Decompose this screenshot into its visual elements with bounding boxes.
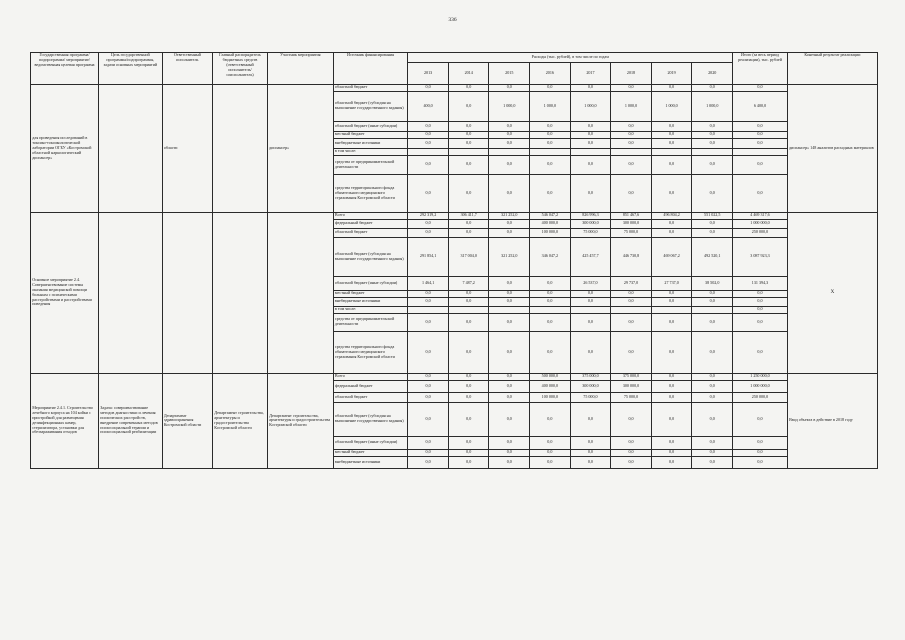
cell-value (489, 306, 530, 313)
cell-value: 0,0 (408, 331, 449, 373)
cell-total: 0,0 (733, 436, 788, 449)
cell-value: 551 022,5 (692, 212, 733, 219)
cell-value: 469 067,2 (651, 237, 692, 276)
cell-value: 0,0 (611, 155, 652, 174)
cell-value: 0,0 (530, 331, 571, 373)
table-row (31, 84, 878, 91)
cell-value (530, 148, 571, 155)
cell-value: 851 467,6 (611, 212, 652, 219)
cell-total: 3 087 923,3 (733, 237, 788, 276)
cell-total (733, 148, 788, 155)
cell-value: 0,0 (651, 84, 692, 91)
cell-value: 27 737,0 (651, 276, 692, 290)
cell-value: 0,0 (570, 297, 611, 306)
cell-source: областной бюджет (333, 392, 408, 402)
cell-value: 0,0 (489, 297, 530, 306)
cell-value: 0,0 (408, 436, 449, 449)
cell-value: 0,0 (570, 174, 611, 212)
cell-source: областной бюджет (субсидия на выполнение государственного задания) (333, 402, 408, 436)
cell-value: 0,0 (651, 331, 692, 373)
cell-value: 0,0 (489, 456, 530, 468)
cell-source: Всего (333, 212, 408, 219)
cell-participant: диспансер» (267, 84, 333, 212)
cell-value: 292 319,2 (408, 212, 449, 219)
header-source: Источник финансирования (333, 53, 408, 85)
cell-value: 0,0 (692, 290, 733, 297)
cell-source: средства от предпринимательской деятельности (333, 155, 408, 174)
cell-value: 0,0 (489, 276, 530, 290)
cell-value (408, 148, 449, 155)
cell-result: Ввод объекта в действие в 2018 году (787, 373, 877, 468)
cell-value: 29 737,0 (611, 276, 652, 290)
header-year: 2013 (408, 62, 449, 84)
cell-value: 0,0 (651, 138, 692, 148)
cell-value: 300 000,0 (570, 380, 611, 392)
page-number: 336 (448, 17, 457, 23)
cell-value: 0,0 (692, 84, 733, 91)
cell-source: областной бюджет (333, 228, 408, 237)
cell-value: 0,0 (408, 155, 449, 174)
cell-value (570, 148, 611, 155)
cell-value: 1 000,0 (692, 91, 733, 121)
cell-source: местный бюджет (333, 449, 408, 456)
cell-value: 0,0 (570, 402, 611, 436)
header-year: 2019 (651, 62, 692, 84)
header-year: 2016 (530, 62, 571, 84)
cell-result: диспансер» 148 аналитов расходных материалов (787, 84, 877, 212)
cell-value: 0,0 (611, 290, 652, 297)
cell-value: 0,0 (692, 373, 733, 380)
cell-value: 0,0 (408, 380, 449, 392)
cell-value (611, 148, 652, 155)
cell-value: 100 000,0 (530, 228, 571, 237)
cell-value: 0,0 (489, 380, 530, 392)
cell-value: 0,0 (448, 456, 489, 468)
cell-value: 0,0 (570, 331, 611, 373)
cell-value: 0,0 (692, 155, 733, 174)
cell-value: 0,0 (448, 313, 489, 331)
header-year: 2018 (611, 62, 652, 84)
cell-value: 0,0 (448, 228, 489, 237)
cell-source: областной бюджет (иные субсидии) (333, 121, 408, 131)
cell-value (448, 148, 489, 155)
cell-total: 6 400,0 (733, 91, 788, 121)
cell-value: 0,0 (530, 313, 571, 331)
cell-value: 0,0 (651, 131, 692, 138)
cell-value: 100 000,0 (530, 392, 571, 402)
cell-value: 0,0 (570, 138, 611, 148)
table-row (31, 212, 878, 219)
cell-value (489, 148, 530, 155)
cell-value: 0,0 (611, 449, 652, 456)
cell-executor (162, 212, 212, 373)
cell-budget-manager (213, 84, 268, 212)
cell-program: для проведения исследований в токсико-токсикологической лаборатории ОГБУ «Костромской областной наркологический диспансер» (31, 84, 99, 212)
cell-value: 0,0 (611, 331, 652, 373)
cell-source: областной бюджет (иные субсидии) (333, 436, 408, 449)
cell-result: Х (787, 212, 877, 373)
cell-value: 0,0 (489, 121, 530, 131)
cell-value: 0,0 (692, 380, 733, 392)
cell-value: 0,0 (651, 373, 692, 380)
cell-value: 0,0 (448, 219, 489, 228)
cell-value: 7 487,2 (448, 276, 489, 290)
budget-table (30, 52, 878, 469)
cell-value: 0,0 (448, 121, 489, 131)
cell-total: 0,0 (733, 138, 788, 148)
cell-total: 0,0 (733, 306, 788, 313)
cell-program: Основное мероприятие 2.4. Совершенствование системы оказания медицинской помощи больным с психическими расстройствами и расстройствами поведения (31, 212, 99, 373)
cell-value: 0,0 (611, 436, 652, 449)
cell-total: 131 394,3 (733, 276, 788, 290)
cell-value: 0,0 (611, 174, 652, 212)
cell-value: 1 000,0 (651, 91, 692, 121)
cell-source: внебюджетные источники (333, 456, 408, 468)
cell-value: 0,0 (570, 121, 611, 131)
cell-value (611, 306, 652, 313)
cell-value: 346 047,2 (530, 237, 571, 276)
header-years-group: Расходы (тыс. рублей), в том числе по годам (408, 53, 733, 63)
cell-total: 0,0 (733, 84, 788, 91)
cell-value: 306 411,7 (448, 212, 489, 219)
cell-value: 0,0 (408, 121, 449, 131)
cell-value: 0,0 (408, 373, 449, 380)
cell-value: 0,0 (651, 290, 692, 297)
table-row (31, 373, 878, 380)
cell-value: 0,0 (489, 373, 530, 380)
cell-value: 0,0 (692, 131, 733, 138)
header-year: 2017 (570, 62, 611, 84)
cell-value: 0,0 (489, 402, 530, 436)
cell-total: 1 000 000,0 (733, 380, 788, 392)
cell-value: 1 000,0 (489, 91, 530, 121)
cell-value: 0,0 (448, 392, 489, 402)
cell-value: 400 000,0 (530, 380, 571, 392)
cell-value: 0,0 (530, 155, 571, 174)
cell-value: 0,0 (489, 219, 530, 228)
cell-value: 0,0 (611, 131, 652, 138)
cell-value: 0,0 (651, 297, 692, 306)
cell-value: 0,0 (651, 155, 692, 174)
header-executor: Ответственный исполнитель (162, 53, 212, 85)
cell-participant (267, 212, 333, 373)
header-budget-manager: Главный распорядитель бюджетных средств (ответственный исполнитель/ соисполнитель) (213, 53, 268, 85)
cell-total: 4 469 317,6 (733, 212, 788, 219)
cell-value: 0,0 (611, 121, 652, 131)
cell-value (692, 306, 733, 313)
cell-value: 425 457,7 (570, 237, 611, 276)
cell-value: 0,0 (570, 436, 611, 449)
cell-value: 0,0 (692, 174, 733, 212)
cell-value: 0,0 (651, 392, 692, 402)
cell-value: 0,0 (408, 219, 449, 228)
header-year: 2020 (692, 62, 733, 84)
cell-value: 0,0 (570, 313, 611, 331)
cell-total: 0,0 (733, 131, 788, 138)
cell-value: 546 047,2 (530, 212, 571, 219)
cell-total: 0,0 (733, 331, 788, 373)
cell-value (651, 306, 692, 313)
cell-value: 0,0 (530, 290, 571, 297)
cell-value: 500 000,0 (530, 373, 571, 380)
header-goal: Цель государственной программы/подпрограммы, задачи основных мероприятий (99, 53, 163, 85)
cell-total: 0,0 (733, 449, 788, 456)
cell-source: местный бюджет (333, 131, 408, 138)
cell-participant: Департамент строительства, архитектуры и градостроительства Костромской области (267, 373, 333, 468)
cell-value: 0,0 (448, 297, 489, 306)
cell-value (530, 306, 571, 313)
cell-value: 0,0 (489, 84, 530, 91)
cell-value: 0,0 (611, 138, 652, 148)
cell-value: 0,0 (692, 331, 733, 373)
cell-value: 0,0 (570, 155, 611, 174)
cell-value: 75 000,0 (611, 392, 652, 402)
cell-source: внебюджетные источники (333, 297, 408, 306)
cell-value: 0,0 (651, 121, 692, 131)
cell-value: 0,0 (408, 313, 449, 331)
cell-value: 0,0 (489, 131, 530, 138)
cell-value (692, 148, 733, 155)
cell-goal: Задача: совершенствование методов диагностики и лечения психических расстройств, внедрение современных методов психосоциальной терапии и психосоциальной реабилитации (99, 373, 163, 468)
cell-value: 0,0 (489, 436, 530, 449)
cell-value: 0,0 (489, 228, 530, 237)
header-total: Итого (за весь период реализации), тыс. рублей (733, 53, 788, 85)
cell-value: 0,0 (408, 138, 449, 148)
cell-value: 291 854,1 (408, 237, 449, 276)
cell-total: 250 000,0 (733, 392, 788, 402)
cell-goal (99, 84, 163, 212)
cell-value: 0,0 (611, 313, 652, 331)
cell-value (448, 306, 489, 313)
cell-value: 375 000,0 (611, 373, 652, 380)
header-program: Государственная программа/подпрограмма/ мероприятие/ ведомственная целевая программа (31, 53, 99, 85)
cell-value: 0,0 (489, 449, 530, 456)
cell-value: 0,0 (448, 331, 489, 373)
cell-value: 0,0 (611, 297, 652, 306)
cell-value: 0,0 (489, 155, 530, 174)
cell-total: 1 250 000,0 (733, 373, 788, 380)
cell-source: средства территориального фонда обязательного медицинского страхования Костромской области (333, 174, 408, 212)
cell-value: 0,0 (408, 228, 449, 237)
cell-value: 0,0 (692, 449, 733, 456)
cell-value: 0,0 (570, 131, 611, 138)
cell-value: 0,0 (408, 131, 449, 138)
cell-value: 0,0 (692, 392, 733, 402)
header-year: 2014 (448, 62, 489, 84)
cell-value: 0,0 (651, 219, 692, 228)
cell-value: 0,0 (530, 297, 571, 306)
cell-value: 0,0 (408, 449, 449, 456)
cell-value: 0,0 (530, 174, 571, 212)
cell-source: областной бюджет (333, 84, 408, 91)
cell-executor: области (162, 84, 212, 212)
cell-source: внебюджетные источники (333, 138, 408, 148)
cell-value (408, 306, 449, 313)
cell-value: 1 000,0 (570, 91, 611, 121)
cell-total: 1 000 000,0 (733, 219, 788, 228)
cell-value: 0,0 (692, 228, 733, 237)
cell-value: 0,0 (530, 436, 571, 449)
cell-value: 0,0 (570, 84, 611, 91)
cell-value (651, 148, 692, 155)
cell-value: 0,0 (692, 436, 733, 449)
cell-value: 0,0 (530, 449, 571, 456)
cell-source: Всего (333, 373, 408, 380)
cell-value: 0,0 (448, 373, 489, 380)
header-participant: Участник мероприятия (267, 53, 333, 85)
header-row (31, 53, 878, 63)
cell-total: 0,0 (733, 297, 788, 306)
cell-value: 0,0 (651, 456, 692, 468)
cell-value: 0,0 (570, 456, 611, 468)
cell-value: 0,0 (489, 138, 530, 148)
cell-value: 0,0 (692, 219, 733, 228)
cell-value: 0,0 (530, 276, 571, 290)
cell-value: 0,0 (448, 91, 489, 121)
cell-value: 0,0 (448, 449, 489, 456)
header-year: 2015 (489, 62, 530, 84)
cell-source: средства от предпринимательской деятельности (333, 313, 408, 331)
cell-value: 0,0 (448, 138, 489, 148)
cell-value: 300 000,0 (611, 380, 652, 392)
budget-table-body (31, 84, 878, 468)
cell-value: 0,0 (408, 297, 449, 306)
cell-value: 0,0 (530, 456, 571, 468)
cell-value: 0,0 (408, 84, 449, 91)
cell-source: в том числе: (333, 306, 408, 313)
cell-value: 400 000,0 (530, 219, 571, 228)
cell-program: Мероприятие 2.4.1. Строительство лечебного корпуса на 104 койки с пристройкой для размещения дезинфекционных камер, стерилизатора, установки для обеззараживания отходов (31, 373, 99, 468)
cell-budget-manager (213, 212, 268, 373)
cell-value: 0,0 (530, 402, 571, 436)
cell-value: 300 000,0 (570, 219, 611, 228)
cell-source: местный бюджет (333, 290, 408, 297)
cell-value: 0,0 (692, 297, 733, 306)
cell-total: 0,0 (733, 456, 788, 468)
cell-value: 0,0 (530, 131, 571, 138)
header-result: Конечный результат реализации (787, 53, 877, 85)
cell-value: 446 730,8 (611, 237, 652, 276)
cell-total: 0,0 (733, 121, 788, 131)
cell-value: 0,0 (651, 436, 692, 449)
cell-value: 0,0 (530, 121, 571, 131)
cell-value: 0,0 (448, 402, 489, 436)
cell-source: областной бюджет (иные субсидии) (333, 276, 408, 290)
cell-value: 0,0 (448, 290, 489, 297)
cell-value: 317 004,0 (448, 237, 489, 276)
cell-value: 0,0 (692, 313, 733, 331)
cell-value: 321 252,0 (489, 212, 530, 219)
cell-source: областной бюджет (субсидия на выполнение государственного задания) (333, 91, 408, 121)
cell-value: 0,0 (692, 456, 733, 468)
cell-value: 26 537,0 (570, 276, 611, 290)
cell-source: средства территориального фонда обязательного медицинского страхования Костромской области (333, 331, 408, 373)
cell-value: 0,0 (692, 121, 733, 131)
cell-executor: Департамент здравоохранения Костромской области (162, 373, 212, 468)
cell-source: в том числе: (333, 148, 408, 155)
cell-total: 0,0 (733, 402, 788, 436)
cell-value: 0,0 (408, 456, 449, 468)
cell-total: 0,0 (733, 174, 788, 212)
cell-value: 0,0 (408, 290, 449, 297)
cell-goal (99, 212, 163, 373)
cell-total: 250 000,0 (733, 228, 788, 237)
cell-value: 75 000,0 (570, 228, 611, 237)
cell-value: 0,0 (408, 392, 449, 402)
cell-value: 38 502,0 (692, 276, 733, 290)
cell-value: 0,0 (489, 313, 530, 331)
cell-value: 0,0 (651, 402, 692, 436)
cell-value: 321 252,0 (489, 237, 530, 276)
cell-value: 0,0 (489, 290, 530, 297)
cell-value: 300 000,0 (611, 219, 652, 228)
cell-value: 0,0 (530, 138, 571, 148)
cell-value: 0,0 (570, 449, 611, 456)
cell-value: 492 520,1 (692, 237, 733, 276)
cell-source: федеральный бюджет (333, 219, 408, 228)
cell-total: 0,0 (733, 155, 788, 174)
cell-value: 0,0 (448, 84, 489, 91)
cell-value: 0,0 (651, 313, 692, 331)
cell-value: 400,0 (408, 91, 449, 121)
cell-value: 0,0 (530, 84, 571, 91)
cell-value: 0,0 (408, 402, 449, 436)
cell-source: федеральный бюджет (333, 380, 408, 392)
cell-source: областной бюджет (субсидия на выполнение государственного задания) (333, 237, 408, 276)
cell-value: 0,0 (489, 331, 530, 373)
cell-value: 0,0 (448, 174, 489, 212)
cell-value: 1 000,0 (611, 91, 652, 121)
cell-value: 0,0 (611, 84, 652, 91)
cell-value: 1 464,1 (408, 276, 449, 290)
cell-value: 0,0 (651, 449, 692, 456)
cell-value: 375 000,0 (570, 373, 611, 380)
cell-value: 0,0 (408, 174, 449, 212)
cell-value: 0,0 (692, 402, 733, 436)
cell-value: 0,0 (611, 402, 652, 436)
cell-value: 0,0 (448, 436, 489, 449)
cell-value: 0,0 (448, 155, 489, 174)
cell-value: 496 804,2 (651, 212, 692, 219)
cell-value: 75 000,0 (611, 228, 652, 237)
cell-value: 0,0 (651, 228, 692, 237)
cell-total: 0,0 (733, 313, 788, 331)
cell-value: 0,0 (611, 456, 652, 468)
cell-value: 1 000,0 (530, 91, 571, 121)
cell-value: 75 000,0 (570, 392, 611, 402)
cell-value: 0,0 (448, 131, 489, 138)
cell-value (570, 306, 611, 313)
cell-value: 0,0 (651, 174, 692, 212)
cell-value: 0,0 (692, 138, 733, 148)
cell-value: 0,0 (489, 392, 530, 402)
cell-value: 0,0 (651, 380, 692, 392)
cell-total: 0,0 (733, 290, 788, 297)
cell-value: 826 996,3 (570, 212, 611, 219)
cell-budget-manager: Департамент строительства, архитектуры и градостроительства Костромской области (213, 373, 268, 468)
cell-value: 0,0 (448, 380, 489, 392)
cell-value: 0,0 (570, 290, 611, 297)
cell-value: 0,0 (489, 174, 530, 212)
